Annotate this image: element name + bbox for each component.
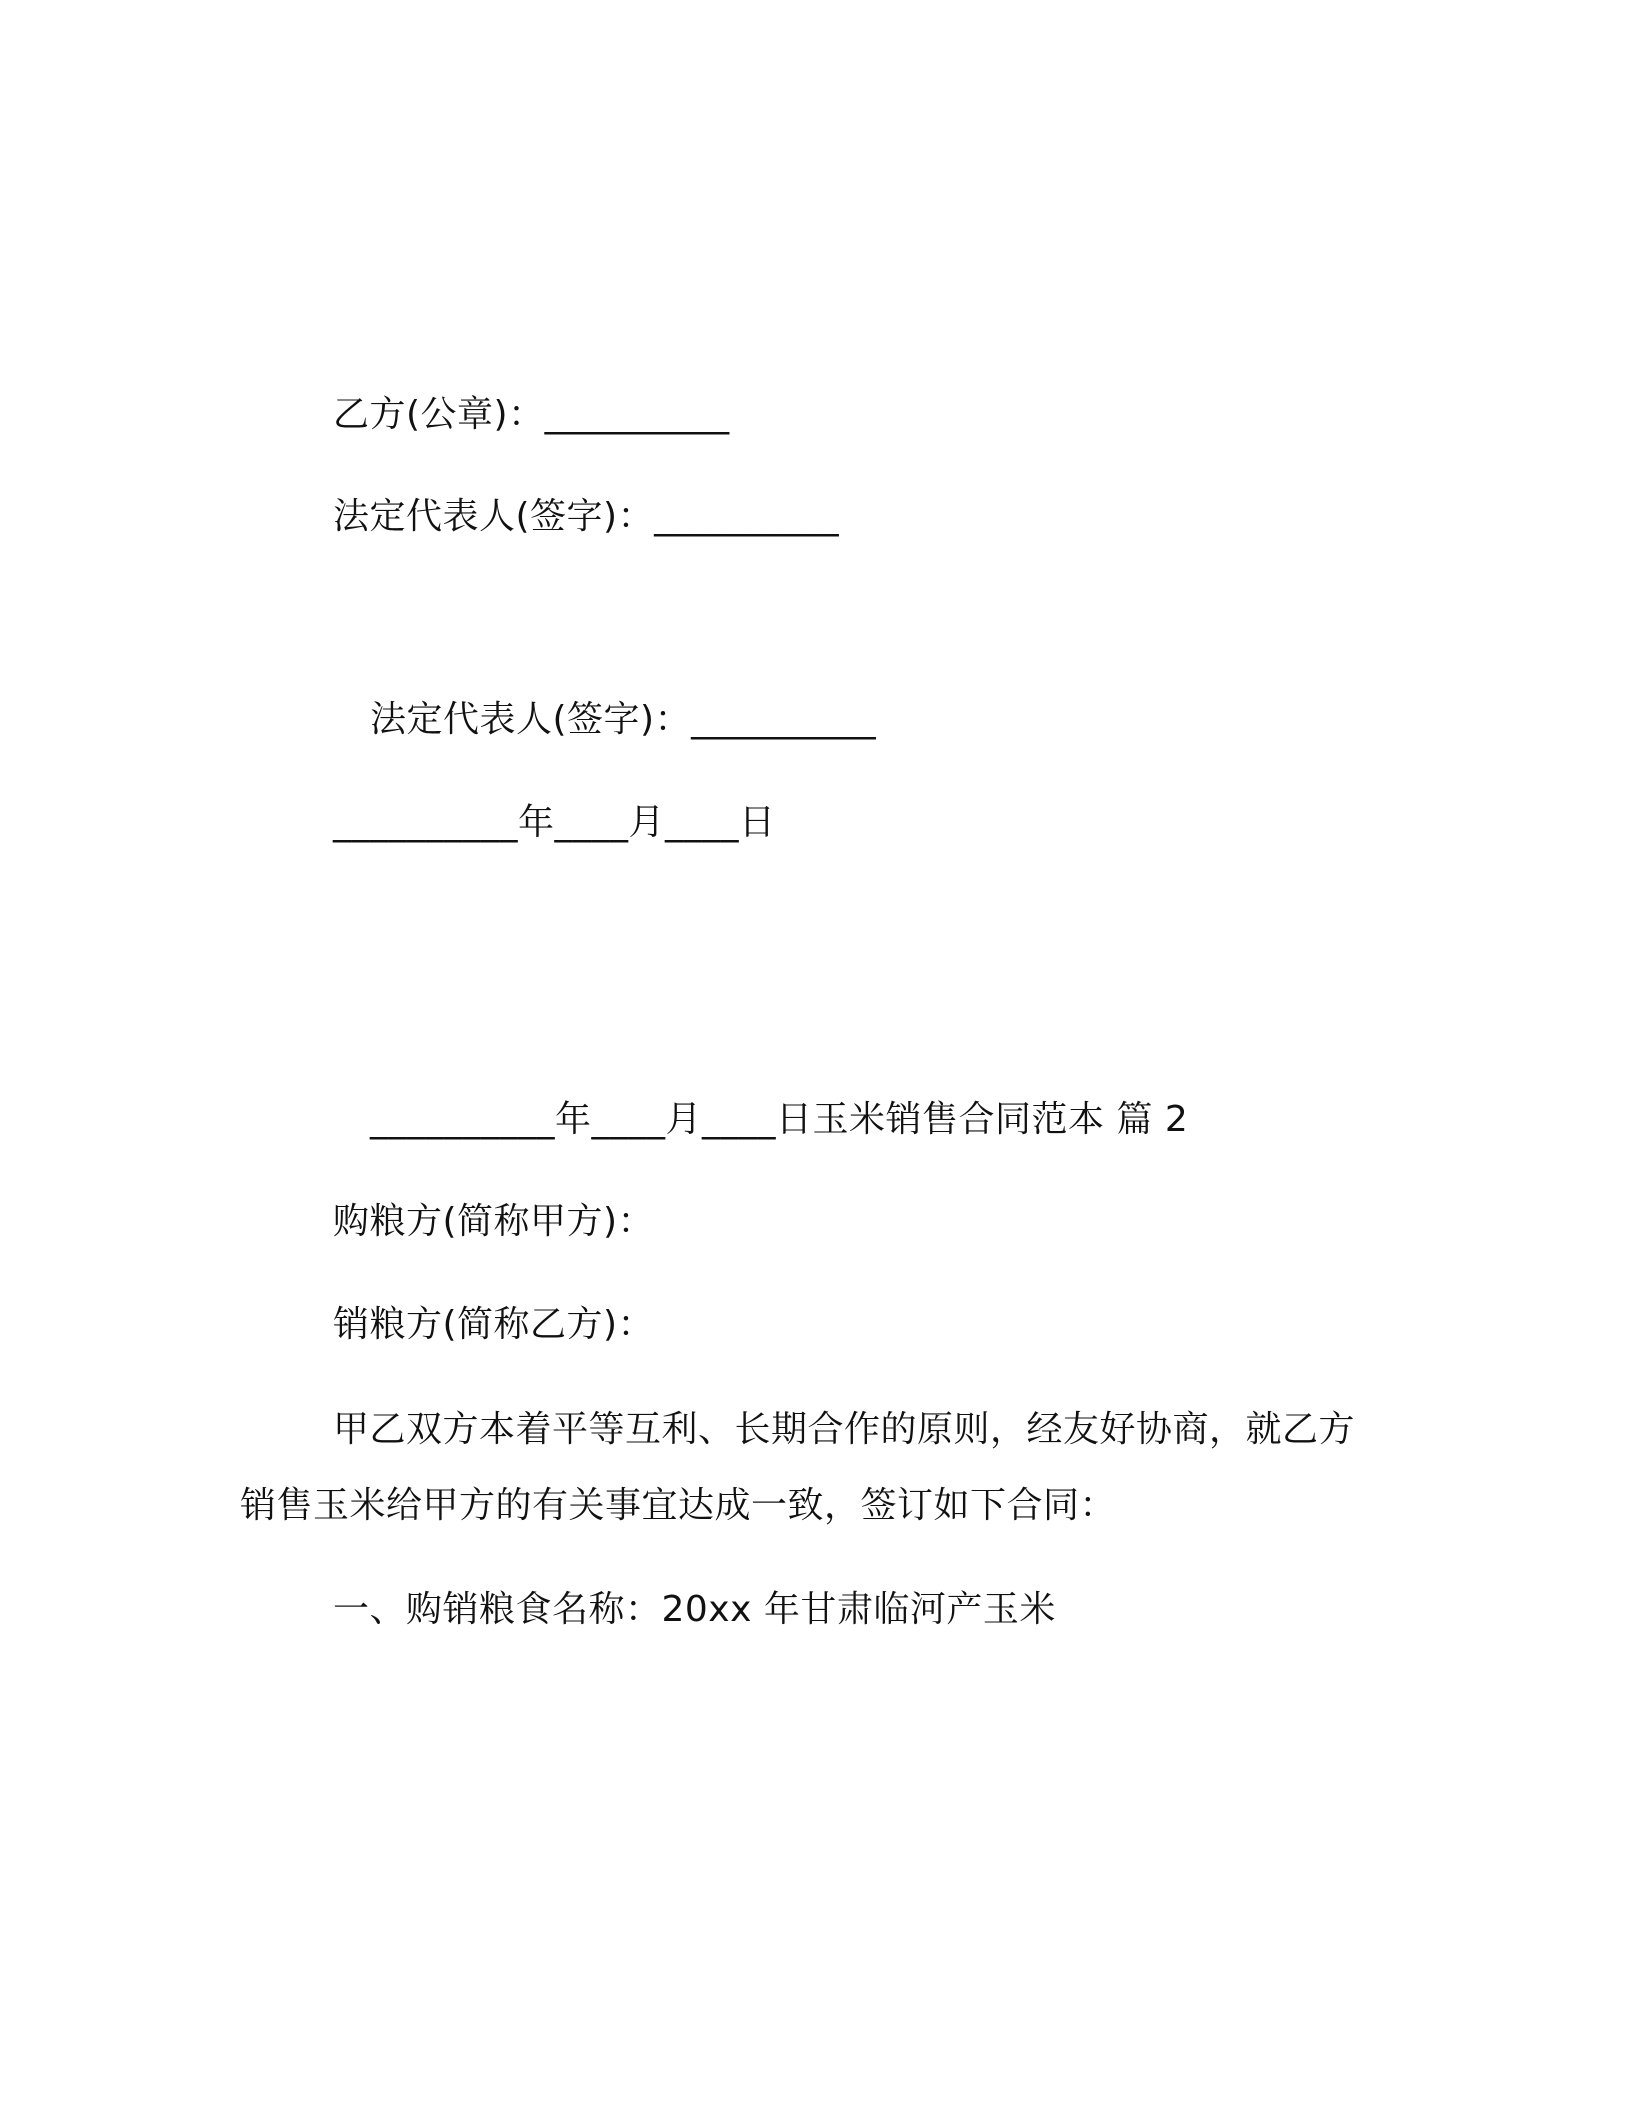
party-b-seal-line: 乙方(公章)：__________ [333,394,730,435]
clause-1-line: 一、购销粮食名称：20xx 年甘肃临河产玉米 [333,1589,1056,1630]
preamble-line-1: 甲乙双方本着平等互利、长期合作的原则，经友好协商，就乙方 [333,1409,1356,1450]
contract-title-line: __________年____月____日玉米销售合同范本 篇 2 [370,1099,1189,1140]
buyer-line: 购粮方(简称甲方)： [333,1201,655,1242]
date-line: __________年____月____日 [333,802,776,843]
seller-line: 销粮方(简称乙方)： [333,1304,655,1345]
legal-representative-signature-line: 法定代表人(签字)：__________ [333,496,840,537]
preamble-line-2: 销售玉米给甲方的有关事宜达成一致，签订如下合同： [240,1485,1117,1526]
legal-representative-signature-line-2: 法定代表人(签字)：__________ [370,699,877,740]
